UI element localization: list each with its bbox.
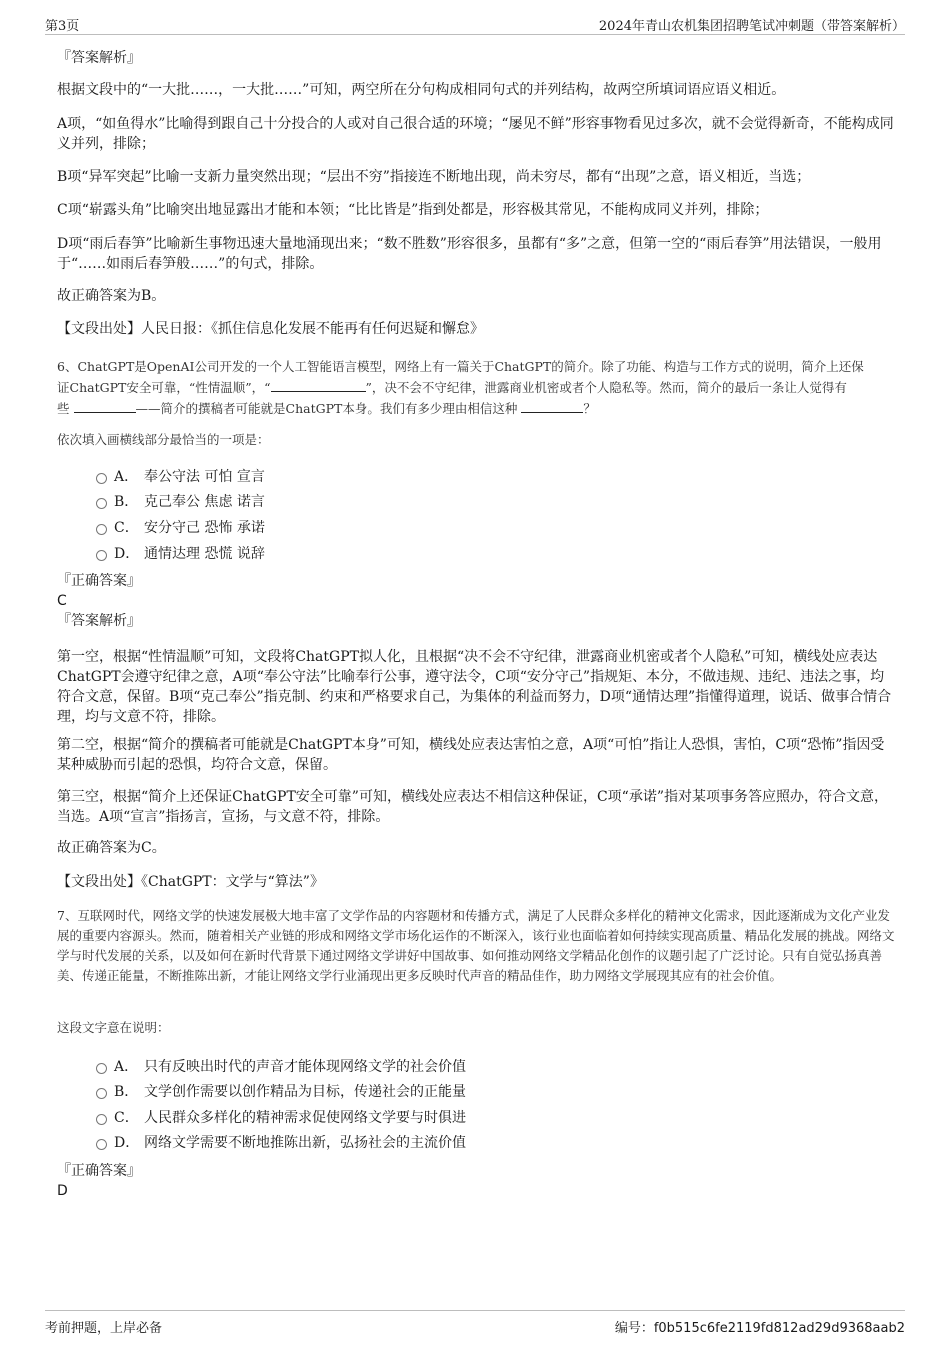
option-text: 人民群众多样化的精神需求促使网络文学要与时俱进 (144, 1110, 466, 1126)
page-header (45, 12, 905, 35)
option-text: 网络文学需要不断地推陈出新，弘扬社会的主流价值 (144, 1135, 466, 1151)
q5-analysis-para-2: A项，“如鱼得水”比喻得到跟自己十分投合的人或对自己很合适的环境；“屡见不鲜”形容事物看见过多次，就不会觉得新奇，不能构成同义并列，排除； (57, 116, 894, 152)
option-key: D． (114, 546, 140, 562)
q6-stem-text: ？ (583, 401, 596, 416)
q5-analysis-para-1: 根据文段中的“一大批……，一大批……”可知，两空所在分句构成相同句式的并列结构，故两空所填词语应语义相近。 (57, 82, 786, 98)
radio-icon[interactable] (96, 473, 107, 484)
option-key: C． (114, 1110, 139, 1126)
q6-correct-label: 『正确答案』 (57, 573, 141, 589)
q6-conclusion: 故正确答案为C。 (57, 840, 166, 856)
q6-correct-answer: C (57, 593, 67, 609)
option-text: 文学创作需要以创作精品为目标，传递社会的正能量 (144, 1084, 466, 1100)
page-number: 第3页 (45, 19, 80, 34)
option-key: B． (114, 1084, 139, 1100)
q6-blank-3 (521, 398, 583, 413)
option-text: 奉公守法 可怕 宣言 (144, 469, 265, 485)
option-key: A． (114, 1059, 139, 1075)
q6-stem-text: 些 (57, 401, 70, 416)
q7-correct-answer: D (57, 1183, 68, 1199)
q5-conclusion: 故正确答案为B。 (57, 288, 166, 304)
q6-analysis-para-3: 第三空，根据“简介上还保证ChatGPT安全可靠”可知，横线处应表达不相信这种保证，C项“承诺”指对某项事务答应照办，符合文意，当选。A项“宣言”指扬言，宣扬，与文意不符，排除。 (57, 789, 888, 825)
q6-prompt: 依次填入画横线部分最恰当的一项是： (57, 432, 270, 447)
option-key: B． (114, 494, 139, 510)
q6-stem-text: 证ChatGPT安全可靠，“性情温顺”，“ (57, 380, 271, 395)
q6-stem-line-2 (57, 377, 895, 398)
option-key: A． (114, 469, 139, 485)
document-title: 2024年青山农机集团招聘笔试冲刺题（带答案解析） (598, 19, 905, 34)
option-text: 安分守己 恐怖 承诺 (144, 520, 265, 536)
q6-blank-2 (74, 398, 136, 413)
q6-stem-line-3 (57, 398, 895, 419)
q6-stem-line-1: 6、ChatGPT是OpenAI公司开发的一个人工智能语言模型，网络上有一篇关于ChatGPT的简介。除了功能、构造与工作方式的说明，简介上还保 (57, 359, 864, 374)
q7-prompt: 这段文字意在说明： (57, 1020, 170, 1035)
q6-analysis-label: 『答案解析』 (57, 613, 141, 629)
radio-icon[interactable] (96, 550, 107, 561)
page-footer (45, 1310, 905, 1341)
radio-icon[interactable] (96, 1139, 107, 1150)
q5-source: 【文段出处】人民日报：《抓住信息化发展不能再有任何迟疑和懈怠》 (57, 321, 484, 337)
q5-analysis-label: 『答案解析』 (57, 50, 141, 66)
document-id: 编号：f0b515c6fe2119fd812ad29d9368aab2 (614, 1321, 905, 1336)
q6-analysis-para-1: 第一空，根据“性情温顺”可知，文段将ChatGPT拟人化，且根据“决不会不守纪律，泄露商业机密或者个人隐私”可知，横线处应表达ChatGPT会遵守纪律之意，A项“奉公守法”比喻奉行公事，遵守法令，C项“安分守己”指规矩、本分，不做违规、违纪、违法之事，均符合文意，保留。B项“克己奉公”指克制、约束和严格要求自己，为集体的利益而努力，D项“通情达理”指懂得道理，说话、做事合情合理，均与文意不符，排除。 (57, 649, 892, 725)
q6-analysis-para-2: 第二空，根据“简介的撰稿者可能就是ChatGPT本身”可知，横线处应表达害怕之意，A项“可怕”指让人恐惧，害怕，C项“恐怖”指因受某种威胁而引起的恐惧，均符合文意，保留。 (57, 737, 885, 773)
option-key: D． (114, 1135, 140, 1151)
radio-icon[interactable] (96, 498, 107, 509)
radio-icon[interactable] (96, 1114, 107, 1125)
option-text: 克己奉公 焦虑 诺言 (144, 494, 265, 510)
radio-icon[interactable] (96, 524, 107, 535)
q5-analysis-para-4: C项“崭露头角”比喻突出地显露出才能和本领；“比比皆是”指到处都是，形容极其常见，不能构成同义并列，排除； (57, 202, 769, 218)
q7-correct-label: 『正确答案』 (57, 1163, 141, 1179)
q7-stem: 7、互联网时代，网络文学的快速发展极大地丰富了文学作品的内容题材和传播方式，满足了人民群众多样化的精神文化需求，因此逐渐成为文化产业发展的重要内容源头。然而，随着相关产业链的形成和网络文学市场化运作的不断深入，该行业也面临着如何持续实现高质量、精品化发展的挑战。网络文学与时代发展的关系，以及如何在新时代背景下通过网络文学讲好中国故事、如何推动网络文学精品化创作的议题引起了广泛讨论。只有自觉弘扬真善美、传递正能量，不断推陈出新，才能让网络文学行业涌现出更多反映时代声音的精品佳作，助力网络文学展现其应有的社会价值。 (57, 908, 895, 983)
q6-stem-text: ”，决不会不守纪律，泄露商业机密或者个人隐私等。然而，简介的最后一条让人觉得有 (365, 380, 847, 395)
footer-slogan: 考前押题，上岸必备 (45, 1321, 163, 1336)
q6-stem-text: ——简介的撰稿者可能就是ChatGPT本身。我们有多少理由相信这种 (135, 401, 518, 416)
radio-icon[interactable] (96, 1063, 107, 1074)
option-text: 通情达理 恐慌 说辞 (144, 546, 265, 562)
option-text: 只有反映出时代的声音才能体现网络文学的社会价值 (144, 1059, 466, 1075)
option-key: C． (114, 520, 139, 536)
q6-blank-1 (271, 377, 366, 392)
q6-stem (57, 357, 895, 419)
q5-analysis-para-3: B项“异军突起”比喻一支新力量突然出现；“层出不穷”指接连不断地出现，尚未穷尽，都有“出现”之意，语义相近，当选； (57, 169, 811, 185)
radio-icon[interactable] (96, 1088, 107, 1099)
q6-source: 【文段出处】《ChatGPT：文学与“算法”》 (57, 874, 324, 890)
q5-analysis-para-5: D项“雨后春笋”比喻新生事物迅速大量地涌现出来；“数不胜数”形容很多，虽都有“多”之意，但第一空的“雨后春笋”用法错误，一般用于“……如雨后春笋般……”的句式，排除。 (57, 236, 882, 272)
